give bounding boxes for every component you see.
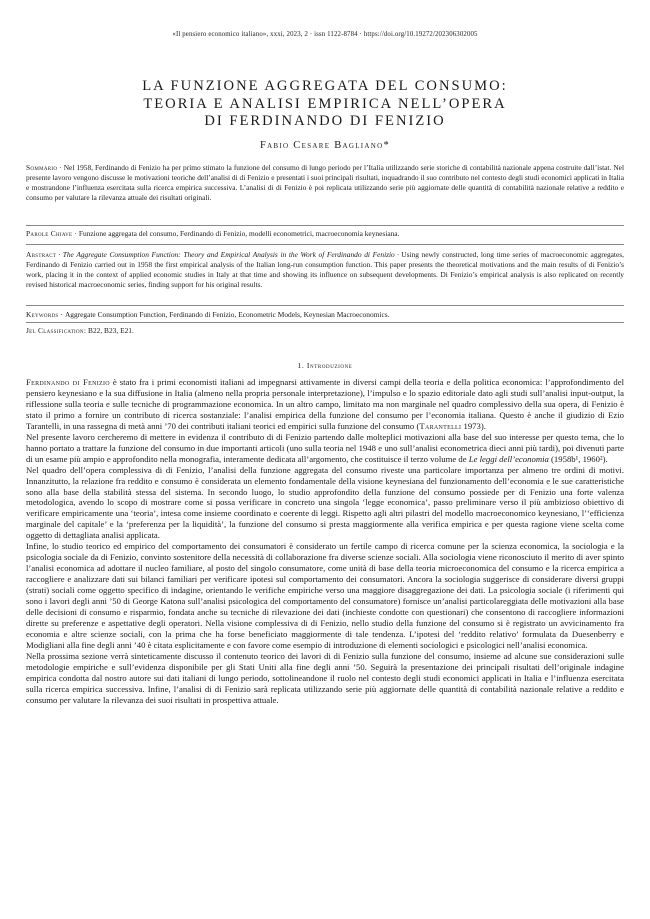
parole-chiave-text: Funzione aggregata del consumo, Ferdinando di Fenizio, modelli econometrici, macroeconomia keynesiana. bbox=[78, 229, 400, 238]
divider bbox=[26, 225, 624, 226]
abstract-block: Abstract · The Aggregate Consumption Function: Theory and Empirical Analysis in the Work of Ferdinando di Fenizio · Using newly constructed, long time series of macroeconomic aggregates, Ferdinando di Fenizio carried out in 1958 the first empirical analysis of the Italian long-run consumption function. This paper presents the theoretical motivations and the main results of di Fenizio’s work, placing it in the context of applied economic studies in Italy at that time and showing its influence on subsequent developments. Di Fenizio’s empirical analysis is also replicated on recently revised historical macroeconomic series, finding support for his original results. bbox=[26, 250, 624, 289]
paragraph: Infine, lo studio teorico ed empirico del comportamento dei consumatori è considerato un fertile campo di ricerca comune per la scienza economica, la sociologia e la psicologia sociale da di Fenizio, convinto sostenitore della necessità di collaborazione fra diverse scienze sociali. Alla sociologia viene riconosciuto il merito di aver spinto l’analisi economica ad adottare il nucleo familiare, al posto del singolo consumatore, come unità di base della teoria microeconomica del consumo e la ricerca empirica a raccogliere e analizzare dati sui bilanci familiari per verificare ipotesi sul comportamento dei consumatori. Ancora la sociologia suggerisce di considerare diversi gruppi (strati) sociali come oggetto specifico di indagine, orientando le verifiche empiriche verso una maggiore disaggregazione dei dati. La psicologia sociale (i riferimenti qui sono i lavori degli anni ’50 di George Katona sull’analisi psicologica del comportamento del consumatore) fornisce un’analisi particolareggiata delle motivazioni alla base delle decisioni di consumo e risparmio, fondata anche su tecniche di rilevazione dei dati (inchieste condotte con questionari) che consentono di raccogliere informazioni dirette su preferenze e aspettative degli operatori. Nella visione complessiva di di Fenizio, nello studio della funzione del consumo si è registrato un avvicinamento fra economia e altre scienze sociali, con la prima che ha forse beneficiato maggiormente di tale tendenza. L’ipotesi del ‘reddito relativo’ formulata da Duesenberry e Modigliani alla fine degli anni ’40 è citata esplicitamente e con favore come esempio di introduzione di elementi sociologici e psicologici nell’analisi economica. bbox=[26, 541, 624, 650]
keywords-label: Keywords bbox=[26, 310, 59, 319]
author-lead: Ferdinando di Fenizio bbox=[26, 377, 110, 387]
section-heading: 1. Introduzione bbox=[297, 361, 353, 370]
paragraph-text: (1958b¹, 1960²). bbox=[548, 453, 608, 464]
body-text bbox=[26, 377, 624, 706]
running-header: «Il pensiero economico italiano», xxxi, 2023, 2 · issn 1122-8784 · https://doi.org/10.19272/202306302005 bbox=[172, 31, 478, 38]
author-name: Fabio Cesare Bagliano* bbox=[259, 140, 391, 151]
divider bbox=[26, 305, 624, 306]
title-line: TEORIA E ANALISI EMPIRICA NELL’OPERA bbox=[143, 95, 507, 112]
book-title: Le leggi dell’economia bbox=[468, 453, 549, 464]
keywords-text: Aggregate Consumption Function, Ferdinando di Fenizio, Econometric Models, Keynesian Macroeconomics. bbox=[64, 310, 390, 319]
paragraph bbox=[26, 432, 624, 465]
sommario-block: Sommario · Nel 1958, Ferdinando di Fenizio ha per primo stimato la funzione del consumo di lungo periodo per l’Italia utilizzando serie storiche di contabilità nazionale appena costruite dall’istat. Nel presente lavoro vengono discusse le motivazioni teoriche dell’analisi di di Fenizio e presentati i suoi principali risultati, inquadrando il suo contributo nel contesto degli studi economici applicati in Italia e mostrandone l’influenza esercitata sulla ricerca empirica successiva. L’analisi di di Fenizio è poi replicata utilizzando serie più aggiornate delle quantità di contabilità nazionale relative a reddito e consumo per valutare la rilevanza attuale dei risultati originali. bbox=[26, 163, 624, 202]
paragraph-text: 1973). bbox=[461, 420, 486, 431]
abstract-title: The Aggregate Consumption Function: Theory and Empirical Analysis in the Work of Ferdinando di Fenizio bbox=[62, 250, 395, 259]
title-line: LA FUNZIONE AGGREGATA DEL CONSUMO: bbox=[142, 78, 508, 94]
title-line: DI FERDINANDO DI FENIZIO bbox=[204, 113, 446, 129]
paragraph-text: è stato fra i primi economisti italiani ad impegnarsi attivamente in diversi campi della teoria e della politica economica: l’approfondimento del pensiero keynesiano e la sua diffusione in Italia (almeno nella propria personale interpretazione), l’impulso e lo spazio editoriale dato agli studi sull’analisi input-output, la riflessione sulla teoria e sulle tecniche di programmazione economica. In un altro campo, limitato ma non marginale nel quadro complessivo della sua opera, di Fenizio è stato il primo a fornire un contributo di ricerca sostanziale: l’analisi empirica della funzione del consumo per l’economia italiana. Questo è anche il giudizio di Ezio Tarantelli, in una rassegna di metà anni ’70 dei contributi italiani teorici ed empirici sulla funzione del consumo ( bbox=[26, 377, 624, 431]
paragraph bbox=[26, 377, 624, 432]
sommario-label: Sommario bbox=[26, 163, 58, 172]
abstract-label: Abstract bbox=[26, 250, 57, 259]
parole-chiave-label: Parole Chiave bbox=[26, 229, 73, 238]
jel-text: B22, B23, E21. bbox=[88, 326, 134, 335]
citation: Tarantelli bbox=[419, 420, 462, 431]
paragraph-text: Nel presente lavoro cercheremo di mettere in evidenza il contributo di di Fenizio partendo dalle molteplici motivazioni alla base del suo interesse per questo tema, che lo hanno portato a trattare la funzione del consumo in due importanti articoli (uno sulla teoria nel 1948 e uno sull’analisi econometrica dieci anni più tardi), poi divenuti parte di un esame più ampio e approfondito nella monografia, interamente dedicata all’argomento, che costituisce il terzo volume de bbox=[26, 431, 624, 464]
jel-label: Jel Classification: bbox=[26, 326, 87, 335]
keywords-block: Keywords · Aggregate Consumption Function, Ferdinando di Fenizio, Econometric Models, Keynesian Macroeconomics. bbox=[26, 310, 390, 319]
article-title bbox=[0, 78, 650, 131]
divider bbox=[26, 244, 624, 245]
paragraph: Nella prossima sezione verrà sinteticamente discusso il contenuto teorico dei lavori di di Fenizio sulla funzione del consumo, insieme ad alcune sue considerazioni sulle metodologie empiriche e sull’evidenza disponibile per gli Stati Uniti alla fine degli anni ’50. Seguirà la presentazione dei principali risultati dell’originale indagine empirica condotta dal nostro autore sui dati italiani di lungo periodo, sottolineandone il ruolo nel contesto degli studi economici applicati in Italia e l’influenza esercitata sulla ricerca empirica successiva. Infine, l’analisi di di Fenizio sarà replicata utilizzando serie più aggiornate delle quantità di contabilità nazionale relative a reddito e consumo per valutare la rilevanza dei suoi risultati in prospettiva attuale. bbox=[26, 650, 624, 705]
abstract-text: Using newly constructed, long time series of macroeconomic aggregates, Ferdinando di Fenizio carried out in 1958 the first empirical analysis of the Italian long-run consumption function. This paper presents the theoretical motivations and the main results of di Fenizio’s work, placing it in the context of applied economic studies in Italy at that time and showing its influence on subsequent developments. Di Fenizio’s empirical analysis is also replicated on recently revised historical macroeconomic series, finding support for his original results. bbox=[26, 250, 624, 289]
sommario-text: Nel 1958, Ferdinando di Fenizio ha per primo stimato la funzione del consumo di lungo periodo per l’Italia utilizzando serie storiche di contabilità nazionale appena costruite dall’istat. Nel presente lavoro vengono discusse le motivazioni teoriche dell’analisi di di Fenizio e presentati i suoi principali risultati, inquadrando il suo contributo nel contesto degli studi economici applicati in Italia e mostrandone l’influenza esercitata sulla ricerca empirica successiva. L’analisi di di Fenizio è poi replicata utilizzando serie più aggiornate delle quantità di contabilità nazionale relative a reddito e consumo per valutare la rilevanza attuale dei risultati originali. bbox=[26, 163, 624, 202]
divider bbox=[26, 322, 624, 323]
paragraph: Nel quadro dell’opera complessiva di di Fenizio, l’analisi della funzione aggregata del consumo riveste una particolare importanza per almeno tre ordini di motivi. Innanzitutto, la relazione fra reddito e consumo è considerata un elemento fondamentale della visione keynesiana del funzionamento dell’economia e le sue caratteristiche sono alla base della stabilità stessa del sistema. In secondo luogo, lo studio approfondito della funzione del consumo possiede per di Fenizio una forte valenza metodologica, avendo lo scopo di mostrare come si possa verificare in concreto una singola ‘legge economica’, passo preliminare verso il più ambizioso obiettivo di verificare empiricamente una ‘teoria’, intesa come insieme coordinato e coerente di leggi. Rispetto agli altri pilastri del modello macroeconomico keynesiano, l’‘efficienza marginale del capitale’ e la ‘preferenza per la liquidità’, la funzione del consumo si presta maggiormente alla verifica empirica e per questa ragione viene scelta come oggetto di dettagliata analisi applicata. bbox=[26, 464, 624, 541]
parole-chiave-block: Parole Chiave · Funzione aggregata del consumo, Ferdinando di Fenizio, modelli econometrici, macroeconomia keynesiana. bbox=[26, 229, 400, 238]
jel-block bbox=[26, 326, 624, 336]
